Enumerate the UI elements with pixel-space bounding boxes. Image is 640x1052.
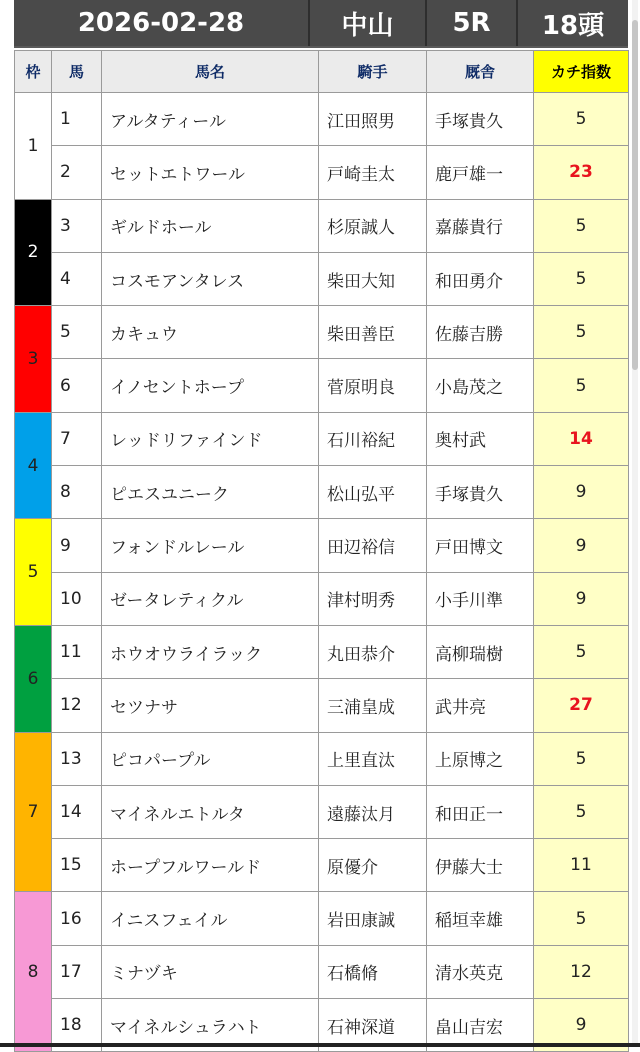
horse-name[interactable]: ミナヅキ (102, 945, 319, 998)
trainer-name: 手塚貴久 (427, 93, 534, 146)
horse-number: 9 (52, 519, 102, 572)
race-number: 5R (427, 0, 518, 46)
horse-number: 2 (52, 146, 102, 199)
col-horse-name: 馬名 (102, 51, 319, 93)
trainer-name: 戸田博文 (427, 519, 534, 572)
waku-cell: 6 (15, 625, 52, 732)
trainer-name: 伊藤大士 (427, 839, 534, 892)
horse-number: 4 (52, 252, 102, 305)
table-row[interactable] (15, 252, 629, 305)
col-waku: 枠 (15, 51, 52, 93)
waku-cell: 5 (15, 519, 52, 626)
horse-name[interactable]: レッドリファインド (102, 412, 319, 465)
trainer-name: 清水英克 (427, 945, 534, 998)
table-row[interactable] (15, 306, 629, 359)
horse-number: 8 (52, 466, 102, 519)
jockey-name: 丸田恭介 (319, 625, 427, 678)
horse-number: 18 (52, 999, 102, 1052)
table-row[interactable] (15, 93, 629, 146)
kachi-index: 9 (534, 466, 629, 519)
table-row[interactable] (15, 572, 629, 625)
horse-name[interactable]: セットエトワール (102, 146, 319, 199)
trainer-name: 上原博之 (427, 732, 534, 785)
kachi-index: 5 (534, 732, 629, 785)
horse-name[interactable]: セツナサ (102, 679, 319, 732)
kachi-index: 9 (534, 572, 629, 625)
horse-name[interactable]: マイネルエトルタ (102, 785, 319, 838)
col-horse-number: 馬 (52, 51, 102, 93)
horse-number: 14 (52, 785, 102, 838)
horse-name[interactable]: フォンドルレール (102, 519, 319, 572)
kachi-index: 5 (534, 892, 629, 945)
table-row[interactable] (15, 625, 629, 678)
waku-cell: 2 (15, 199, 52, 306)
horse-name[interactable]: ホウオウライラック (102, 625, 319, 678)
waku-cell: 4 (15, 412, 52, 519)
jockey-name: 岩田康誠 (319, 892, 427, 945)
table-row[interactable] (15, 359, 629, 412)
trainer-name: 高柳瑞樹 (427, 625, 534, 678)
table-row[interactable] (15, 892, 629, 945)
trainer-name: 小島茂之 (427, 359, 534, 412)
horse-number: 3 (52, 199, 102, 252)
kachi-index: 12 (534, 945, 629, 998)
horse-name[interactable]: ギルドホール (102, 199, 319, 252)
horse-name[interactable]: ゼータレティクル (102, 572, 319, 625)
horse-name[interactable]: ピエスユニーク (102, 466, 319, 519)
horse-number: 5 (52, 306, 102, 359)
horse-number: 17 (52, 945, 102, 998)
kachi-index: 11 (534, 839, 629, 892)
trainer-name: 和田正一 (427, 785, 534, 838)
table-body (15, 93, 629, 1052)
table-row[interactable] (15, 785, 629, 838)
jockey-name: 柴田善臣 (319, 306, 427, 359)
jockey-name: 三浦皇成 (319, 679, 427, 732)
race-header (14, 0, 628, 48)
trainer-name: 畠山吉宏 (427, 999, 534, 1052)
race-table (14, 50, 629, 1052)
trainer-name: 武井亮 (427, 679, 534, 732)
trainer-name: 小手川準 (427, 572, 534, 625)
kachi-index: 5 (534, 252, 629, 305)
horse-name[interactable]: コスモアンタレス (102, 252, 319, 305)
kachi-index: 9 (534, 519, 629, 572)
waku-cell: 1 (15, 93, 52, 200)
horse-number: 7 (52, 412, 102, 465)
horse-name[interactable]: マイネルシュラハト (102, 999, 319, 1052)
trainer-name: 佐藤吉勝 (427, 306, 534, 359)
horse-name[interactable]: イニスフェイル (102, 892, 319, 945)
trainer-name: 稲垣幸雄 (427, 892, 534, 945)
trainer-name: 奥村武 (427, 412, 534, 465)
horse-number: 10 (52, 572, 102, 625)
jockey-name: 上里直汰 (319, 732, 427, 785)
jockey-name: 江田照男 (319, 93, 427, 146)
col-trainer: 厩舎 (427, 51, 534, 93)
table-row[interactable] (15, 732, 629, 785)
jockey-name: 石川裕紀 (319, 412, 427, 465)
horse-name[interactable]: ピコパープル (102, 732, 319, 785)
jockey-name: 津村明秀 (319, 572, 427, 625)
horse-name[interactable]: カキュウ (102, 306, 319, 359)
col-jockey: 騎手 (319, 51, 427, 93)
waku-cell: 7 (15, 732, 52, 892)
jockey-name: 遠藤汰月 (319, 785, 427, 838)
horse-number: 6 (52, 359, 102, 412)
kachi-index: 23 (534, 146, 629, 199)
trainer-name: 鹿戸雄一 (427, 146, 534, 199)
table-row[interactable] (15, 839, 629, 892)
kachi-index: 5 (534, 625, 629, 678)
scrollbar[interactable] (632, 0, 638, 1047)
horse-number: 11 (52, 625, 102, 678)
race-venue: 中山 (310, 0, 427, 46)
runner-count: 18頭 (541, 10, 605, 41)
horse-number: 15 (52, 839, 102, 892)
table-row[interactable] (15, 519, 629, 572)
trainer-name: 和田勇介 (427, 252, 534, 305)
col-kachi-index: カチ指数 (534, 51, 629, 93)
horse-name[interactable]: イノセントホープ (102, 359, 319, 412)
table-row[interactable] (15, 146, 629, 199)
jockey-name: 菅原明良 (319, 359, 427, 412)
horse-name[interactable]: ホープフルワールド (102, 839, 319, 892)
trainer-name: 嘉藤貴行 (427, 199, 534, 252)
table-header-row (15, 51, 629, 93)
race-date: 2026-02-28 (14, 0, 310, 46)
trainer-name: 手塚貴久 (427, 466, 534, 519)
table-row[interactable] (15, 679, 629, 732)
kachi-index: 14 (534, 412, 629, 465)
kachi-index: 9 (534, 999, 629, 1052)
table-row[interactable] (15, 945, 629, 998)
kachi-index: 27 (534, 679, 629, 732)
table-row[interactable] (15, 466, 629, 519)
jockey-name: 戸崎圭太 (319, 146, 427, 199)
jockey-name: 松山弘平 (319, 466, 427, 519)
jockey-name: 石神深道 (319, 999, 427, 1052)
horse-number: 12 (52, 679, 102, 732)
waku-cell: 3 (15, 306, 52, 413)
scrollbar-thumb[interactable] (632, 20, 638, 370)
horse-number: 16 (52, 892, 102, 945)
kachi-index: 5 (534, 93, 629, 146)
jockey-name: 柴田大知 (319, 252, 427, 305)
jockey-name: 杉原誠人 (319, 199, 427, 252)
bottom-divider (0, 1043, 640, 1047)
horse-number: 13 (52, 732, 102, 785)
kachi-index: 5 (534, 785, 629, 838)
horse-name[interactable]: アルタティール (102, 93, 319, 146)
kachi-index: 5 (534, 359, 629, 412)
jockey-name: 田辺裕信 (319, 519, 427, 572)
waku-cell: 8 (15, 892, 52, 1052)
jockey-name: 原優介 (319, 839, 427, 892)
kachi-index: 5 (534, 199, 629, 252)
jockey-name: 石橋脩 (319, 945, 427, 998)
table-row[interactable] (15, 199, 629, 252)
horse-number: 1 (52, 93, 102, 146)
kachi-index: 5 (534, 306, 629, 359)
table-row[interactable] (15, 412, 629, 465)
